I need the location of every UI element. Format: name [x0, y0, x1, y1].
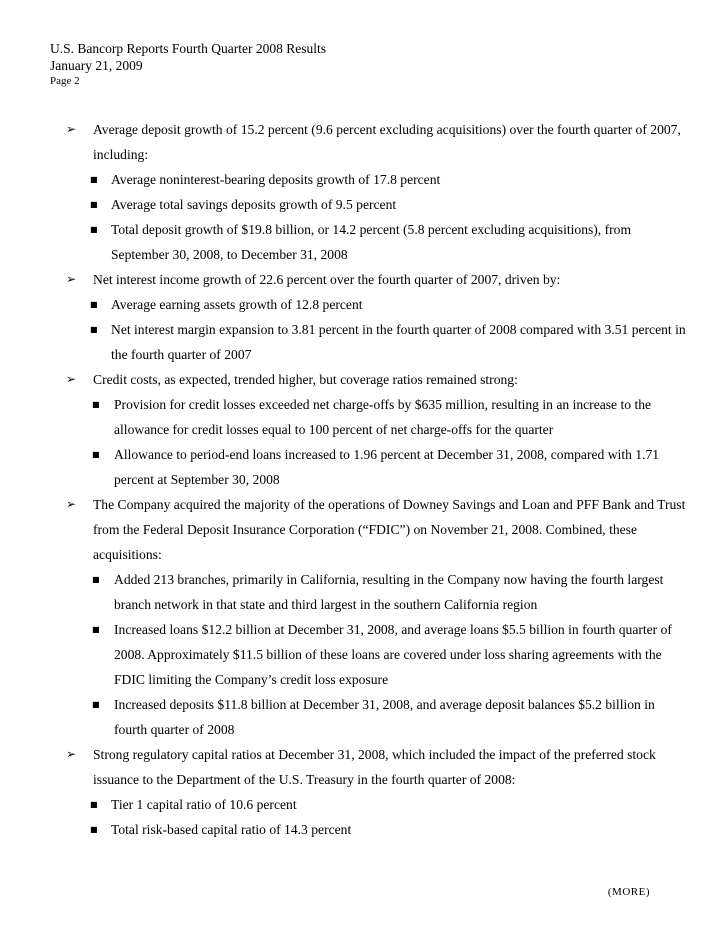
- bullet-text: Average deposit growth of 15.2 percent (9.6 percent excluding acquisitions) over the fourth quarter of 2007, including:: [93, 122, 681, 162]
- arrow-bullet-icon: ➢: [66, 497, 77, 511]
- bullet-text: Net interest income growth of 22.6 percent over the fourth quarter of 2007, driven by:: [93, 272, 561, 287]
- highlights-list: [66, 117, 686, 842]
- square-bullet-icon: ■: [92, 400, 100, 409]
- sub-bullet: [66, 192, 686, 217]
- arrow-bullet-icon: ➢: [66, 122, 77, 136]
- sub-bullet: [66, 692, 686, 742]
- sub-bullet-text: Average total savings deposits growth of 9.5 percent: [111, 197, 397, 212]
- sub-bullet: [66, 442, 686, 492]
- sub-bullet: [66, 292, 686, 317]
- sub-bullet: [66, 792, 686, 817]
- square-bullet-icon: ■: [90, 825, 98, 834]
- sub-bullet-text: Increased loans $12.2 billion at December 31, 2008, and average loans $5.5 billion in fourth quarter of 2008. Approximately $11.5 billion of these loans are covered under loss sharing agreements with the FDIC limiting the Company’s credit loss exposure: [114, 622, 672, 687]
- sub-bullet-text: Total deposit growth of $19.8 billion, or 14.2 percent (5.8 percent excluding acquisitions), from September 30, 2008, to December 31, 2008: [111, 222, 632, 262]
- sub-bullet: [66, 817, 686, 842]
- header-page-number: Page 2: [50, 75, 80, 87]
- square-bullet-icon: ■: [92, 450, 100, 459]
- sub-bullet: [66, 317, 686, 367]
- document-header: [50, 40, 326, 89]
- sub-bullet-text: Tier 1 capital ratio of 10.6 percent: [111, 797, 297, 812]
- square-bullet-icon: ■: [90, 800, 98, 809]
- bullet-text: Strong regulatory capital ratios at December 31, 2008, which included the impact of the preferred stock issuance to the Department of the U.S. Treasury in the fourth quarter of 2008:: [93, 747, 656, 787]
- square-bullet-icon: ■: [90, 325, 98, 334]
- square-bullet-icon: ■: [92, 700, 100, 709]
- header-date: January 21, 2009: [50, 58, 143, 73]
- sub-bullet: [66, 617, 686, 692]
- sub-bullet: [66, 567, 686, 617]
- bullet-credit-costs: [66, 367, 686, 392]
- square-bullet-icon: ■: [90, 300, 98, 309]
- bullet-text: Credit costs, as expected, trended higher, but coverage ratios remained strong:: [93, 372, 518, 387]
- bullet-acquisitions: [66, 492, 686, 567]
- square-bullet-icon: ■: [92, 575, 100, 584]
- more-indicator: (MORE): [607, 886, 650, 898]
- sub-bullet: [66, 167, 686, 192]
- sub-bullet-text: Net interest margin expansion to 3.81 percent in the fourth quarter of 2008 compared with 3.51 percent in the fourth quarter of 2007: [111, 322, 686, 362]
- bullet-text: The Company acquired the majority of the operations of Downey Savings and Loan and PFF Bank and Trust from the Federal Deposit Insurance Corporation (“FDIC”) on November 21, 2008. Combined, these acquisitions:: [93, 497, 686, 562]
- sub-bullet-text: Added 213 branches, primarily in California, resulting in the Company now having the fourth largest branch network in that state and third largest in the southern California region: [114, 572, 664, 612]
- arrow-bullet-icon: ➢: [66, 747, 77, 761]
- arrow-bullet-icon: ➢: [66, 372, 77, 386]
- sub-bullet: [66, 217, 686, 267]
- sub-bullet: [66, 392, 686, 442]
- sub-bullet-text: Provision for credit losses exceeded net charge-offs by $635 million, resulting in an increase to the allowance for credit losses equal to 100 percent of net charge-offs for the quarter: [114, 397, 652, 437]
- sub-bullet-text: Increased deposits $11.8 billion at December 31, 2008, and average deposit balances $5.2 billion in fourth quarter of 2008: [114, 697, 655, 737]
- bullet-deposit-growth: [66, 117, 686, 167]
- square-bullet-icon: ■: [90, 175, 98, 184]
- bullet-capital-ratios: [66, 742, 686, 792]
- square-bullet-icon: ■: [90, 225, 98, 234]
- square-bullet-icon: ■: [90, 200, 98, 209]
- header-title: U.S. Bancorp Reports Fourth Quarter 2008 Results: [50, 41, 326, 56]
- square-bullet-icon: ■: [92, 625, 100, 634]
- sub-bullet-text: Average earning assets growth of 12.8 percent: [111, 297, 363, 312]
- arrow-bullet-icon: ➢: [66, 272, 77, 286]
- bullet-net-interest-income: [66, 267, 686, 292]
- sub-bullet-text: Average noninterest-bearing deposits growth of 17.8 percent: [111, 172, 441, 187]
- sub-bullet-text: Allowance to period-end loans increased to 1.96 percent at December 31, 2008, compared with 1.71 percent at September 30, 2008: [114, 447, 660, 487]
- sub-bullet-text: Total risk-based capital ratio of 14.3 percent: [111, 822, 352, 837]
